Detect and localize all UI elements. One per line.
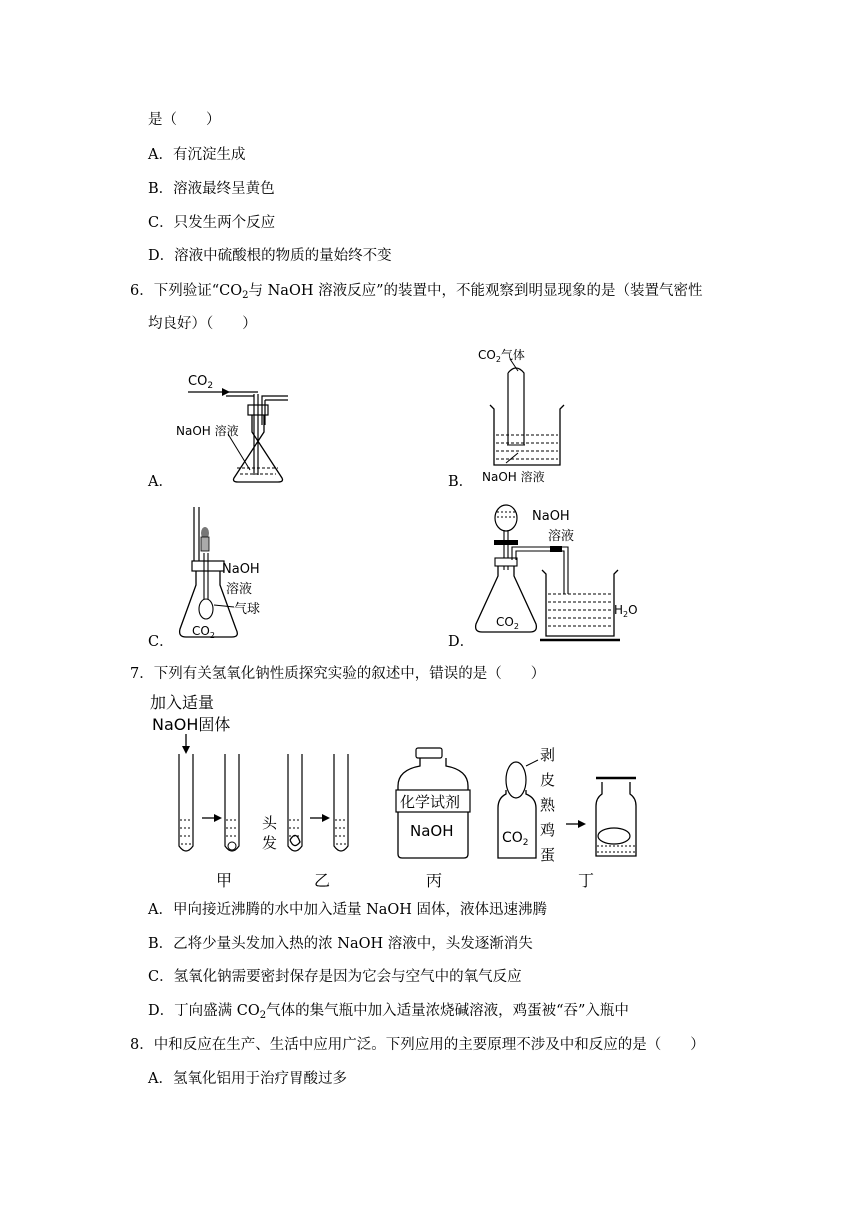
q6-fig-b-label: B．: [448, 474, 474, 490]
q7-add-line1: 加入适量: [150, 693, 215, 712]
q7-caption-yi: 乙: [314, 871, 331, 890]
q6-stem-line1: 6．下列验证“$CO_2$与 NaOH 溶液反应”的装置中，不能观察到明显现象的是（装置气密性: [130, 283, 703, 301]
q6-figure-d: [470, 500, 638, 645]
q6-figure-b: [470, 345, 590, 490]
q7-caption-jia: 甲: [216, 871, 233, 890]
q6-fig-a-gas: $CO_2$: [188, 374, 214, 391]
q6-fig-a-label: A．: [148, 474, 173, 490]
q5-option-c: C．只发生两个反应: [148, 215, 276, 231]
q7-egg-char-5: 蛋: [540, 846, 556, 864]
q5-option-d: D．溶液中硫酸根的物质的量始终不变: [148, 248, 392, 264]
q6-fig-d-water: $H_2O$: [614, 603, 638, 619]
q6-fig-c-solution: 溶液: [226, 582, 253, 597]
q6-fig-c-naoh: NaOH: [222, 562, 260, 577]
q6-stem-line2: 均良好）（ ）: [148, 316, 257, 332]
q5-tail: 是（ ）: [148, 112, 221, 128]
q8-stem: 8．中和反应在生产、生活中应用广泛。下列应用的主要原理不涉及中和反应的是（ ）: [130, 1037, 705, 1053]
q7-bottle-label1: 化学试剂: [400, 793, 461, 811]
q7-option-a: A．甲向接近沸腾的水中加入适量 NaOH 固体，液体迅速沸腾: [148, 902, 548, 918]
q6-fig-d-gas: $CO_2$: [496, 615, 519, 631]
q6-fig-b-solution: NaOH 溶液: [482, 470, 545, 484]
q7-hair-2: 发: [262, 834, 278, 852]
q7-egg-char-3: 熟: [540, 796, 556, 814]
q7-stem: 7．下列有关氢氧化钠性质探究实验的叙述中，错误的是（ ）: [130, 666, 546, 682]
q7-co2: $CO_2$: [502, 830, 529, 848]
q6-fig-b-gas: $CO_2$气体: [478, 348, 525, 364]
q6-fig-c-gas: $CO_2$: [192, 624, 215, 640]
q6-figure-a: [170, 360, 300, 490]
q7-bottle-label2: NaOH: [410, 822, 454, 840]
q6-figure-c: [170, 505, 290, 645]
q7-hair-1: 头: [262, 814, 278, 832]
q7-egg-char-1: 剥: [540, 746, 556, 764]
q6-fig-c-balloon: 气球: [234, 602, 261, 617]
q7-figure: [150, 690, 670, 890]
q6-fig-d-naoh: NaOH: [532, 509, 570, 524]
q6-fig-d-solution: 溶液: [548, 529, 575, 544]
q5-option-b: B．溶液最终呈黄色: [148, 181, 275, 197]
q8-option-a: A．氢氧化铝用于治疗胃酸过多: [148, 1071, 347, 1087]
q7-option-b: B．乙将少量头发加入热的浓 NaOH 溶液中，头发逐渐消失: [148, 936, 533, 952]
q7-add-line2: NaOH固体: [152, 715, 231, 734]
q5-option-a: A．有沉淀生成: [148, 147, 246, 163]
q7-caption-ding: 丁: [578, 871, 595, 890]
q7-egg-char-2: 皮: [540, 771, 556, 789]
q6-fig-d-label: D．: [448, 634, 475, 650]
q6-fig-c-label: C．: [148, 634, 174, 650]
q7-caption-bing: 丙: [426, 871, 443, 890]
q6-fig-a-solution: NaOH 溶液: [176, 424, 239, 438]
q7-egg-char-4: 鸡: [540, 821, 556, 839]
q7-option-d: D．丁向盛满 $CO_2$气体的集气瓶中加入适量浓烧碱溶液，鸡蛋被“吞”入瓶中: [148, 1003, 629, 1021]
q7-option-c: C．氢氧化钠需要密封保存是因为它会与空气中的氧气反应: [148, 969, 522, 985]
